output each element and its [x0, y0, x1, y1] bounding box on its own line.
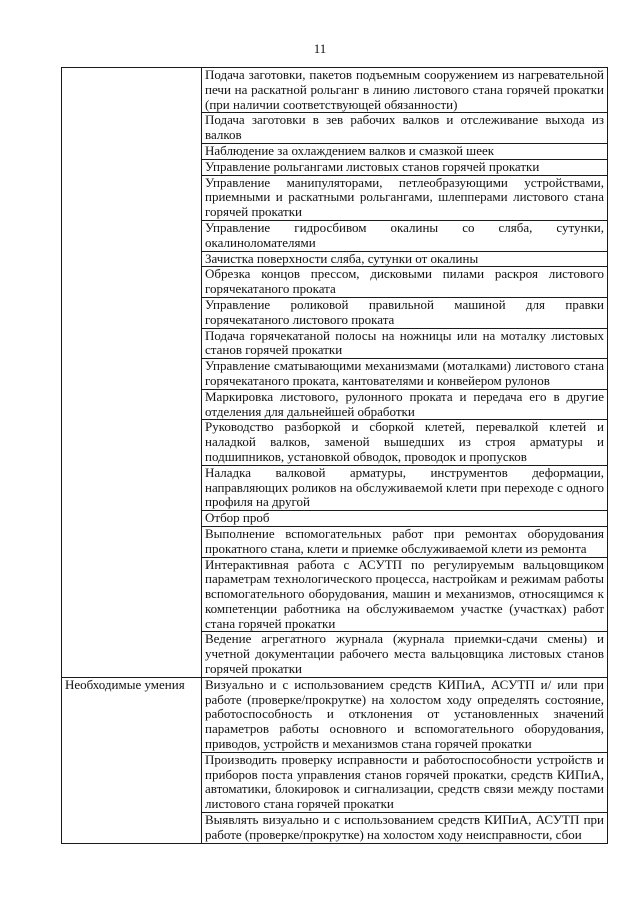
- table-cell: Маркировка листового, рулонного проката и передача его в другие отделения для дальнейшей обработки: [202, 389, 608, 420]
- duties-table: [61, 67, 608, 844]
- table-cell: Зачистка поверхности сляба, сутунки от окалины: [202, 251, 608, 267]
- table-cell: Интерактивная работа с АСУТП по регулируемым вальцовщиком параметрам технологического процесса, настройкам и режимам работы вспомогательного оборудования, машин и механизмов, относящимся к компетенции работника на обслуживаемом участке (участках) работ стана горячей прокатки: [202, 557, 608, 632]
- table-cell: Управление рольгангами листовых станов горячей прокатки: [202, 159, 608, 175]
- table-row: [62, 68, 608, 113]
- table-cell: Выполнение вспомогательных работ при ремонтах оборудования прокатного стана, клети и приемке обслуживаемой клети из ремонта: [202, 526, 608, 557]
- table-cell: Ведение агрегатного журнала (журнала приемки-сдачи смены) и учетной документации рабочего места вальцовщика листовых станов горячей прокатки: [202, 632, 608, 677]
- table-cell: Наладка валковой арматуры, инструментов деформации, направляющих роликов на обслуживаемой клети при переходе с одного профиля на другой: [202, 465, 608, 510]
- table-cell: Подача горячекатаной полосы на ножницы или на моталку листовых станов горячей прокатки: [202, 328, 608, 359]
- table-cell: Подача заготовки в зев рабочих валков и отслеживание выхода из валков: [202, 113, 608, 144]
- table-cell: Управление сматывающими механизмами (моталками) листового стана горячекатаного проката, кантователями и конвейером рулонов: [202, 359, 608, 390]
- table-cell: Управление роликовой правильной машиной для правки горячекатаного листового проката: [202, 297, 608, 328]
- table-row: [62, 677, 608, 752]
- table-cell: Производить проверку исправности и работоспособности устройств и приборов поста управления станов горячей прокатки, средств КИПиА, автоматики, блокировок и сигнализации, средств связи между постами листового стана горячей прокатки: [202, 752, 608, 812]
- page-number: 11: [313, 41, 327, 56]
- table-cell: Подача заготовки, пакетов подъемным сооружением из нагревательной печи на раскатной рольганг в линию листового стана горячей прокатки (при наличии соответствующей обязанности): [202, 68, 608, 113]
- table-cell: Руководство разборкой и сборкой клетей, перевалкой клетей и наладкой валков, заменой вышедших из строя арматуры и подшипников, установкой обводок, проводок и пропусков: [202, 420, 608, 465]
- table-cell: Управление манипуляторами, петлеобразующими устройствами, приемными и раскатными рольгангами, шлепперами листового стана горячей прокатки: [202, 175, 608, 220]
- table-cell: Обрезка концов прессом, дисковыми пилами раскроя листового горячекатаного проката: [202, 267, 608, 298]
- table-cell: Отбор проб: [202, 511, 608, 527]
- section-label-cell: [62, 68, 202, 678]
- table-cell: Наблюдение за охлаждением валков и смазкой шеек: [202, 143, 608, 159]
- table-cell: Управление гидросбивом окалины со сляба, сутунки, окалиноломателями: [202, 220, 608, 251]
- table-cell: Визуально и с использованием средств КИПиА, АСУТП и/ или при работе (проверке/прокрутке) на холостом ходу определять состояние, работоспособность и отклонения от установленных значений параметров работы основного и вспомогательного оборудования, приводов, устройств и механизмов стана горячей прокатки: [202, 677, 608, 752]
- table-cell: Выявлять визуально и с использованием средств КИПиА, АСУТП при работе (проверке/прокрутке) на холостом ходу неисправности, сбои: [202, 813, 608, 844]
- section-label-cell: Необходимые умения: [62, 677, 202, 843]
